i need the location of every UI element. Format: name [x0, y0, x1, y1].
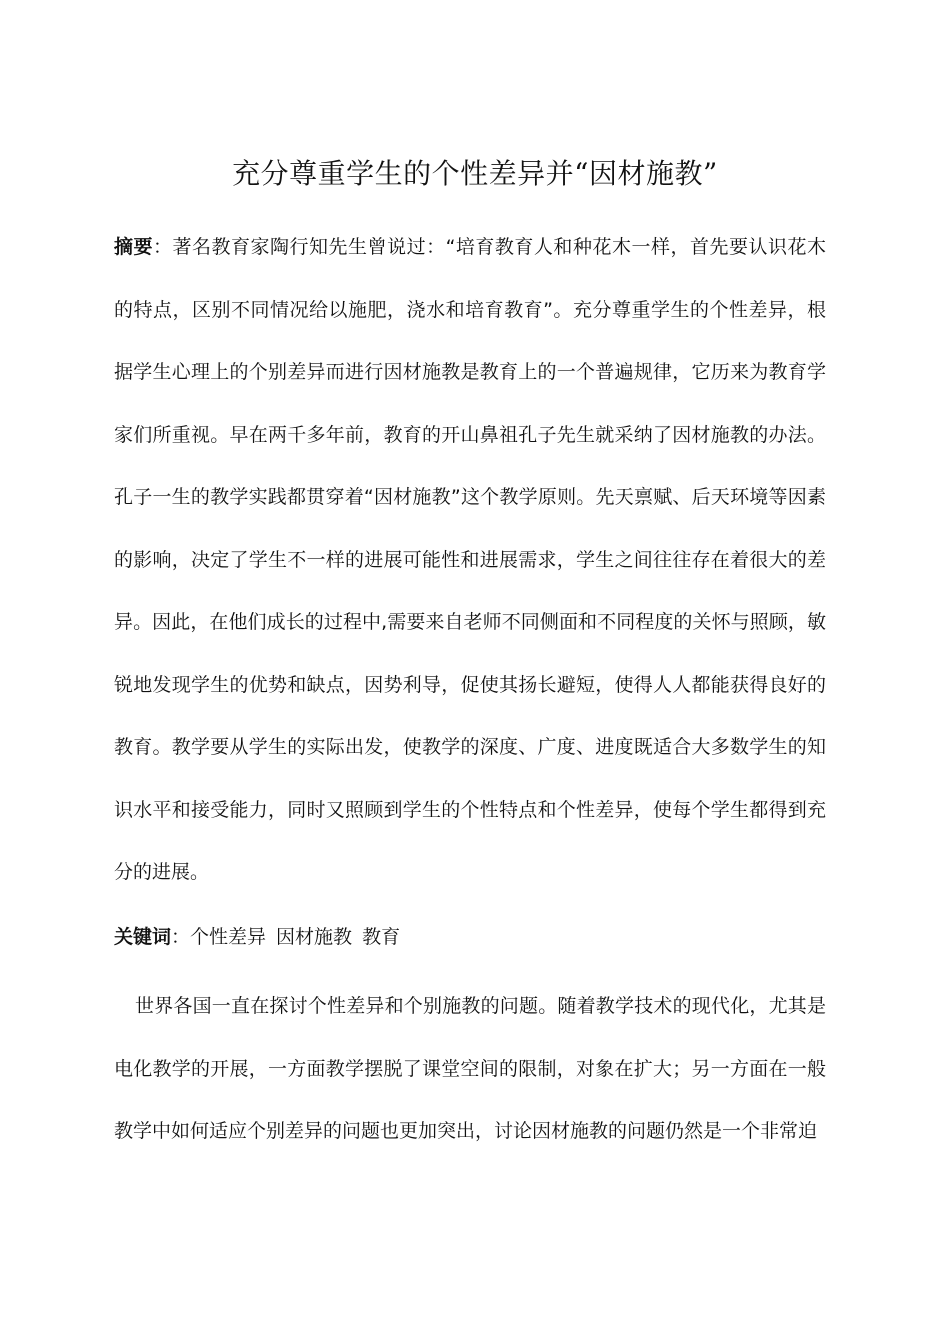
abstract-paragraph [114, 216, 826, 904]
abstract-label: 摘要 [114, 236, 154, 258]
keyword-item: 个性差异 [190, 926, 267, 948]
body-paragraph: 世界各国一直在探讨个性差异和个别施教的问题。随着教学技术的现代化，尤其是电化教学的开展，一方面教学摆脱了课堂空间的限制，对象在扩大；另一方面在一般教学中如何适应个别差异的问题也更加突出，讨论因材施教的问题仍然是一个非常迫 [114, 995, 826, 1142]
abstract-text: 著名教育家陶行知先生曾说过：“培育教育人和种花木一样，首先要认识花木的特点，区别不同情况给以施肥，浇水和培育教育”。充分尊重学生的个性差异，根据学生心理上的个别差异而进行因材施教是教育上的一个普遍规律，它历来为教育学家们所重视。早在两千多年前，教育的开山鼻祖孔子先生就采纳了因材施教的办法。孔子一生的教学实践都贯穿着“因材施教”这个教学原则。先天禀赋、后天环境等因素的影响，决定了学生不一样的进展可能性和进展需求，学生之间往往存在着很大的差异。因此，在他们成长的过程中,需要来自老师不同侧面和不同程度的关怀与照顾，敏锐地发现学生的优势和缺点，因势利导，促使其扬长避短，使得人人都能获得良好的教育。教学要从学生的实际出发，使教学的深度、广度、进度既适合大多数学生的知识水平和接受能力，同时又照顾到学生的个性特点和个性差异，使每个学生都得到充分的进展。 [114, 236, 826, 883]
keywords-label: 关键词 [114, 926, 172, 948]
keywords-separator: ： [171, 926, 191, 948]
keyword-item: 因材施教 [276, 926, 353, 948]
keyword-item: 教育 [362, 926, 401, 948]
abstract-separator: ： [153, 236, 173, 258]
keywords-line [114, 906, 826, 968]
document-title: 充分尊重学生的个性差异并“因材施教” [232, 157, 718, 190]
